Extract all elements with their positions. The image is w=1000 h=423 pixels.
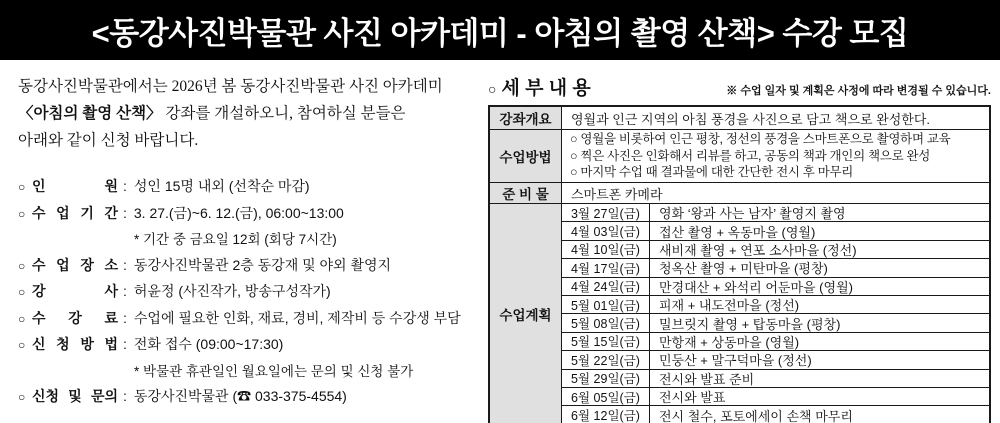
method-cell bbox=[562, 130, 989, 183]
intro-line3: 아래와 같이 신청 바랍니다. bbox=[18, 132, 199, 149]
schedule-date: 5월 08일(금) bbox=[562, 314, 650, 332]
schedule-date: 6월 12일(금) bbox=[562, 406, 650, 423]
schedule-date: 4월 24일(금) bbox=[562, 278, 650, 296]
supplies-cell: 스마트폰 카메라 bbox=[562, 183, 989, 204]
details-heading bbox=[488, 73, 591, 100]
schedule-date: 5월 01일(금) bbox=[562, 296, 650, 314]
info-colon: : bbox=[123, 204, 127, 221]
schedule-activity: 청옥산 촬영 + 미탄마을 (평창) bbox=[650, 259, 989, 277]
info-item bbox=[18, 332, 470, 359]
info-note: * 박물관 휴관일인 월요일에는 문의 및 신청 불가 bbox=[134, 363, 414, 379]
info-label: 수 업 장 소 bbox=[32, 256, 118, 273]
details-table bbox=[488, 105, 991, 423]
circle-bullet-icon: ○ bbox=[18, 206, 26, 221]
info-value: 동강사진박물관 (☎ 033-375-4554) bbox=[133, 388, 347, 404]
schedule-activity: 만경대산 + 와석리 어둔마을 (영월) bbox=[650, 278, 989, 296]
info-note: * 기간 중 금요일 12회 (회당 7시간) bbox=[134, 232, 337, 247]
info-value: 3. 27.(금)~6. 12.(금), 06:00~13:00 bbox=[133, 204, 344, 221]
info-colon: : bbox=[123, 178, 127, 194]
schedule-date: 5월 29일(금) bbox=[562, 370, 650, 388]
schedule-date: 4월 17일(금) bbox=[562, 259, 650, 277]
circle-bullet-icon: ○ bbox=[18, 180, 26, 194]
info-list bbox=[18, 174, 470, 411]
page-title: <동강사진박물관 사진 아카데미 - 아침의 촬영 산책> 수강 모집 bbox=[91, 15, 909, 51]
schedule-activity: 전시와 발표 준비 bbox=[650, 370, 989, 388]
row-header-plan: 수업계획 bbox=[490, 204, 562, 423]
circle-bullet-icon: ○ bbox=[18, 311, 26, 326]
intro-line1: 동강사진박물관에서는 2026년 봄 동강사진박물관 사진 아카데미 bbox=[18, 78, 443, 95]
info-label: 수 강 료 bbox=[32, 309, 118, 326]
circle-bullet-icon: ○ bbox=[488, 81, 497, 97]
intro-line2-rest: 강좌를 개설하오니, 참여하실 분들은 bbox=[161, 105, 406, 122]
schedule-activity: 밀브릿지 촬영 + 탑동마을 (평창) bbox=[650, 314, 989, 332]
schedule-activity: 새비재 촬영 + 연포 소사마을 (정선) bbox=[650, 241, 989, 259]
schedule-date: 3월 27일(금) bbox=[562, 204, 650, 222]
schedule-activity: 만항재 + 상동마을 (영월) bbox=[650, 333, 989, 351]
row-header-overview: 강좌개요 bbox=[490, 107, 562, 130]
overview-cell: 영월과 인근 지역의 아침 풍경을 사진으로 담고 책으로 완성한다. bbox=[562, 107, 989, 130]
row-header-method: 수업방법 bbox=[490, 130, 562, 183]
details-heading-text: 세 부 내 용 bbox=[501, 78, 591, 99]
info-label: 인 원 bbox=[32, 178, 118, 194]
circle-bullet-icon: ○ bbox=[18, 258, 26, 273]
method-line: ○ 마지막 수업 때 결과물에 대한 간단한 전시 후 마무리 bbox=[570, 165, 854, 180]
info-value: 전화 접수 (09:00~17:30) bbox=[133, 336, 284, 352]
right-column bbox=[470, 60, 1000, 423]
circle-bullet-icon: ○ bbox=[18, 338, 26, 352]
schedule-activity: 전시와 발표 bbox=[650, 388, 989, 406]
intro-line2 bbox=[18, 100, 470, 127]
title-bar bbox=[0, 0, 1000, 60]
circle-bullet-icon: ○ bbox=[18, 285, 26, 299]
schedule-date: 4월 10일(금) bbox=[562, 241, 650, 259]
schedule-date: 5월 22일(금) bbox=[562, 351, 650, 369]
info-value: 동강사진박물관 2층 동강재 및 야외 촬영지 bbox=[133, 256, 392, 273]
intro-line2-bold: 〈아침의 촬영 산책〉 bbox=[18, 105, 162, 122]
intro-paragraph bbox=[18, 73, 470, 154]
info-label: 신청 및 문의 bbox=[32, 388, 118, 404]
row-header-supplies: 준 비 물 bbox=[490, 183, 562, 204]
info-colon: : bbox=[123, 283, 127, 299]
info-item bbox=[18, 279, 470, 306]
schedule-date: 6월 05일(금) bbox=[562, 388, 650, 406]
info-colon: : bbox=[123, 256, 127, 273]
info-item bbox=[18, 174, 470, 201]
schedule-activity: 전시 철수, 포토에세이 손책 마무리 bbox=[650, 406, 989, 423]
details-header bbox=[488, 73, 991, 100]
schedule-change-note: ※ 수업 일자 및 계획은 사정에 따라 변경될 수 있습니다. bbox=[726, 85, 991, 97]
schedule-activity: 피재 + 내도전마을 (정선) bbox=[650, 296, 989, 314]
info-colon: : bbox=[123, 309, 127, 326]
info-item bbox=[18, 384, 470, 411]
info-item bbox=[18, 306, 470, 333]
info-item bbox=[18, 201, 470, 228]
info-value: 수업에 필요한 인화, 재료, 경비, 제작비 등 수강생 부담 bbox=[133, 309, 461, 326]
schedule-date: 5월 15일(금) bbox=[562, 333, 650, 351]
left-column bbox=[0, 60, 470, 423]
method-line: ○ 영월을 비롯하여 인근 평창, 정선의 풍경을 스마트폰으로 촬영하며 교육 bbox=[570, 132, 951, 147]
info-colon: : bbox=[123, 388, 127, 404]
schedule-activity: 접산 촬영 + 옥동마을 (영월) bbox=[650, 222, 989, 240]
info-label: 수 업 기 간 bbox=[32, 204, 118, 221]
info-value: 허윤정 (사진작가, 방송구성작가) bbox=[133, 283, 331, 299]
schedule-activity: 민둥산 + 말구덕마을 (정선) bbox=[650, 351, 989, 369]
schedule-activity: 영화 ‘왕과 사는 남자’ 촬영지 촬영 bbox=[650, 204, 989, 222]
info-label: 신 청 방 법 bbox=[32, 336, 118, 352]
info-colon: : bbox=[123, 336, 127, 352]
content bbox=[0, 60, 1000, 423]
circle-bullet-icon: ○ bbox=[18, 390, 26, 404]
method-line: ○ 찍은 사진은 인화해서 리뷰를 하고, 공동의 책과 개인의 책으로 완성 bbox=[570, 148, 931, 163]
schedule-date: 4월 03일(금) bbox=[562, 222, 650, 240]
info-item bbox=[18, 253, 470, 280]
info-value: 성인 15명 내외 (선착순 마감) bbox=[133, 178, 310, 194]
info-label: 강 사 bbox=[32, 283, 118, 299]
